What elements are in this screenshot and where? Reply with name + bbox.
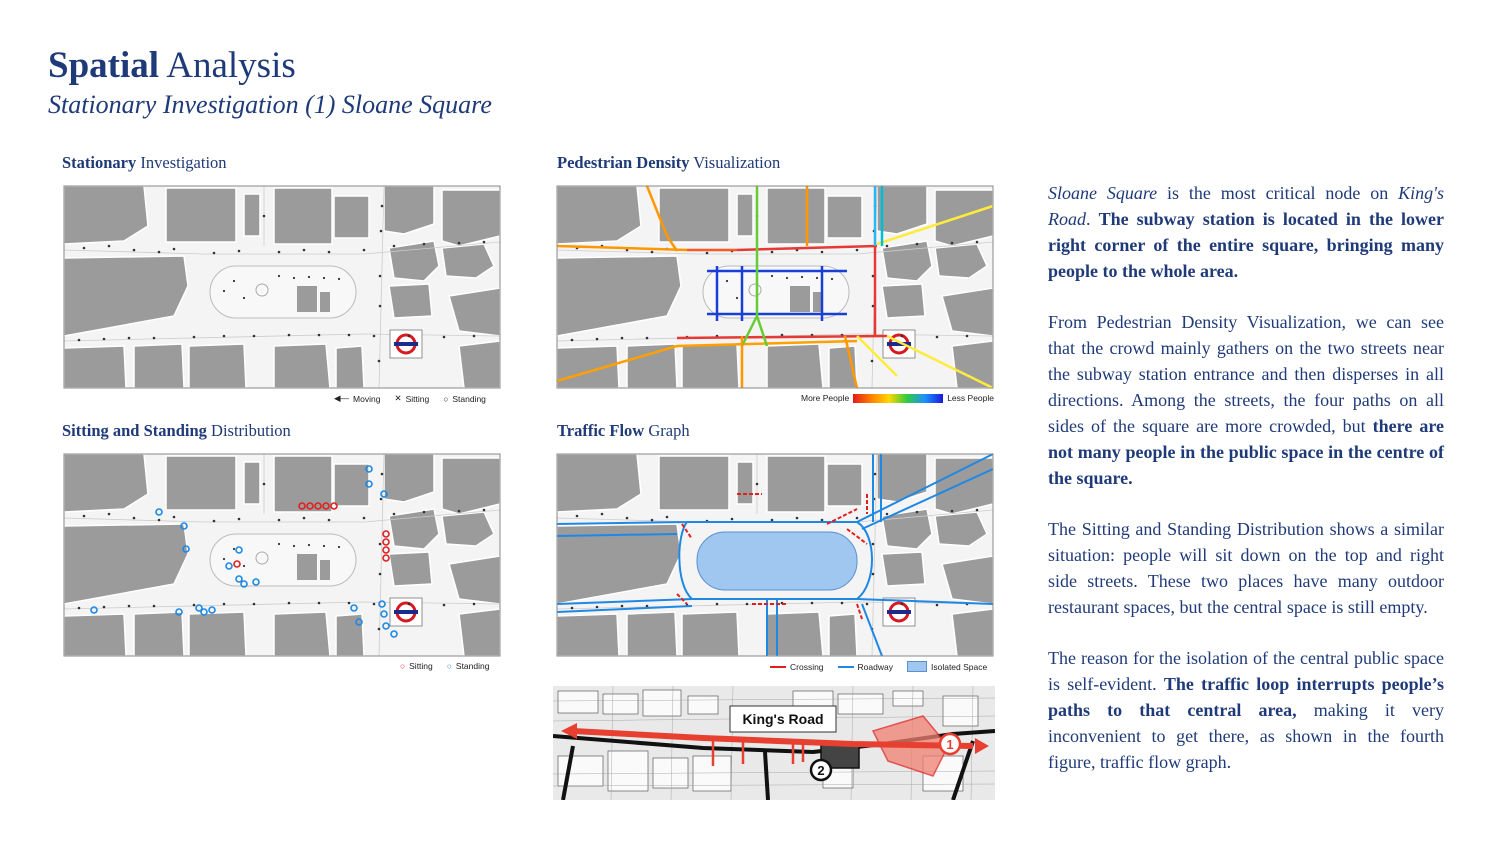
arrow-left-icon: ◀— (334, 393, 350, 403)
density-legend (801, 393, 994, 403)
paragraph-4: The reason for the isolation of the central public space is self-evident. The traffic loop interrupts people’s paths to that central area, making it very inconvenient to get there, as shown in the fourth figure, traffic flow graph. (1048, 648, 1444, 772)
marker-2: 2 (817, 763, 825, 778)
blue-circle-icon: ○ (446, 661, 452, 671)
traffic-map (556, 453, 994, 657)
isolated-swatch-icon (907, 661, 927, 672)
page-subtitle: Stationary Investigation (1) Sloane Square (48, 90, 492, 119)
stationary-panel-title: Stationary Investigation (62, 153, 227, 172)
legend-roadway: Roadway (838, 662, 893, 672)
legend-sitting: ○ Sitting (400, 661, 433, 671)
legend-standing: ○ Standing (443, 393, 486, 404)
red-circle-icon: ○ (400, 661, 406, 671)
sitting-legend (400, 661, 489, 671)
stationary-map (63, 185, 501, 389)
density-map (556, 185, 994, 389)
legend-standing: ○ Standing (446, 661, 490, 671)
legend-crossing: Crossing (770, 662, 824, 672)
red-line-icon (770, 666, 786, 668)
page-title: Spatial Analysis (48, 45, 296, 86)
stationary-legend (334, 393, 486, 404)
circle-icon: ○ (443, 393, 449, 404)
paragraph-3: The Sitting and Standing Distribution shows a similar situation: people will sit down on the top and right side streets. These two places have many outdoor restaurant spaces, but the central space is still empty. (1048, 519, 1444, 617)
traffic-legend (770, 661, 987, 672)
traffic-panel-title: Traffic Flow Graph (557, 421, 690, 440)
legend-moving: ◀— Moving (334, 393, 381, 404)
marker-1: 1 (946, 737, 954, 752)
sitting-panel-title: Sitting and Standing Distribution (62, 421, 291, 440)
paragraph-2: From Pedestrian Density Visualization, we can see that the crowd mainly gathers on the two streets near the subway station entrance and then disperses in all directions. Among the streets, the four paths on all sides of the square are more crowded, but there are not many people in the public space in the centre of the square. (1048, 312, 1444, 488)
paragraph-1: Sloane Square is the most critical node on King's Road. The subway station is located in the lower right corner of the entire square, bringing many people to the whole area. (1048, 183, 1444, 281)
density-gradient-bar (853, 394, 943, 403)
kings-road-map (553, 686, 995, 800)
legend-sitting: ✕ Sitting (394, 393, 430, 404)
kings-road-label: King's Road (742, 711, 824, 727)
analysis-text (1048, 180, 1444, 800)
cross-icon: ✕ (394, 393, 402, 403)
legend-less-people: Less People (947, 393, 994, 403)
legend-more-people: More People (801, 393, 850, 403)
sitting-map (63, 453, 501, 657)
legend-isolated-space: Isolated Space (907, 661, 987, 672)
blue-line-icon (838, 666, 854, 668)
density-panel-title: Pedestrian Density Visualization (557, 153, 781, 172)
